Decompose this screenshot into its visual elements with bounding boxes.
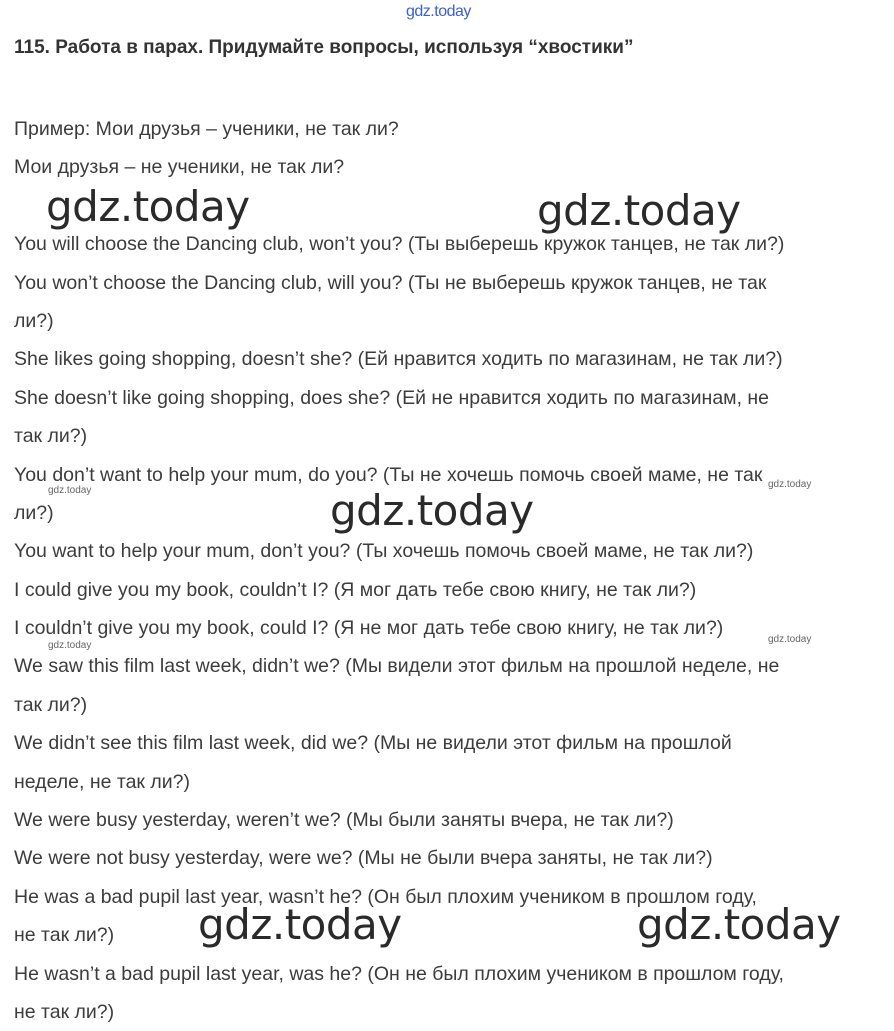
text-line: Пример: Мои друзья – ученики, не так ли? [14,118,399,140]
watermark-large: gdz.today [198,900,402,949]
text-line: так ли?) [14,693,88,716]
text-line: We were not busy yesterday, were we? (Мы не были вчера заняты, не так ли?) [14,847,713,870]
text-line: We were busy yesterday, weren’t we? (Мы были заняты вчера, не так ли?) [14,809,674,832]
text-line: She likes going shopping, doesn’t she? (Ей нравится ходить по магазинам, не так ли?) [14,348,783,371]
text-line: не так ли?) [14,924,115,947]
text-line: I could give you my book, couldn’t I? (Я мог дать тебе свою книгу, не так ли?) [14,578,697,601]
text-line: Мои друзья – не ученики, не так ли? [14,156,345,179]
watermark-small: gdz.today [48,485,92,496]
text-line: He wasn’t a bad pupil last year, was he? (Он не был плохим учеником в прошлом году, [14,962,784,985]
text-line: I couldn’t give you my book, could I? (Я не мог дать тебе свою книгу, не так ли?) [14,617,724,640]
exercise-text [14,110,880,1031]
text-line: She doesn’t like going shopping, does she? (Ей не нравится ходить по магазинам, не [14,386,770,409]
text-line: не так ли?) [14,1000,115,1023]
watermark-large: gdz.today [637,900,841,949]
watermark-large: gdz.today [46,182,250,231]
text-line: We didn’t see this film last week, did we? (Мы не видели этот фильм на прошлой [14,732,732,755]
text-line: You won’t choose the Dancing club, will you? (Ты не выберешь кружок танцев, не так [14,271,767,294]
text-line: You will choose the Dancing club, won’t you? (Ты выберешь кружок танцев, не так ли?) [14,233,785,256]
watermark-large: gdz.today [330,486,534,535]
watermark-small: gdz.today [768,634,812,645]
watermark-small: gdz.today [48,640,92,651]
text-line: ли?) [14,309,54,332]
watermark-small: gdz.today [768,479,812,490]
text-line: ли?) [14,501,54,524]
text-line: так ли?) [14,425,88,448]
text-line: We saw this film last week, didn’t we? (Мы видели этот фильм на прошлой неделе, не [14,655,780,678]
watermark-large: gdz.today [537,186,741,235]
text-line: неделе, не так ли?) [14,770,190,793]
text-line: He was a bad pupil last year, wasn’t he? (Он был плохим учеником в прошлом году, [14,885,757,908]
watermark-top: gdz.today [406,3,471,20]
exercise-title: 115. Работа в парах. Придумайте вопросы, используя “хвостики” [14,37,634,58]
text-line: You don’t want to help your mum, do you? (Ты не хочешь помочь своей маме, не так [14,463,763,486]
text-line: You want to help your mum, don’t you? (Ты хочешь помочь своей маме, не так ли?) [14,540,754,563]
